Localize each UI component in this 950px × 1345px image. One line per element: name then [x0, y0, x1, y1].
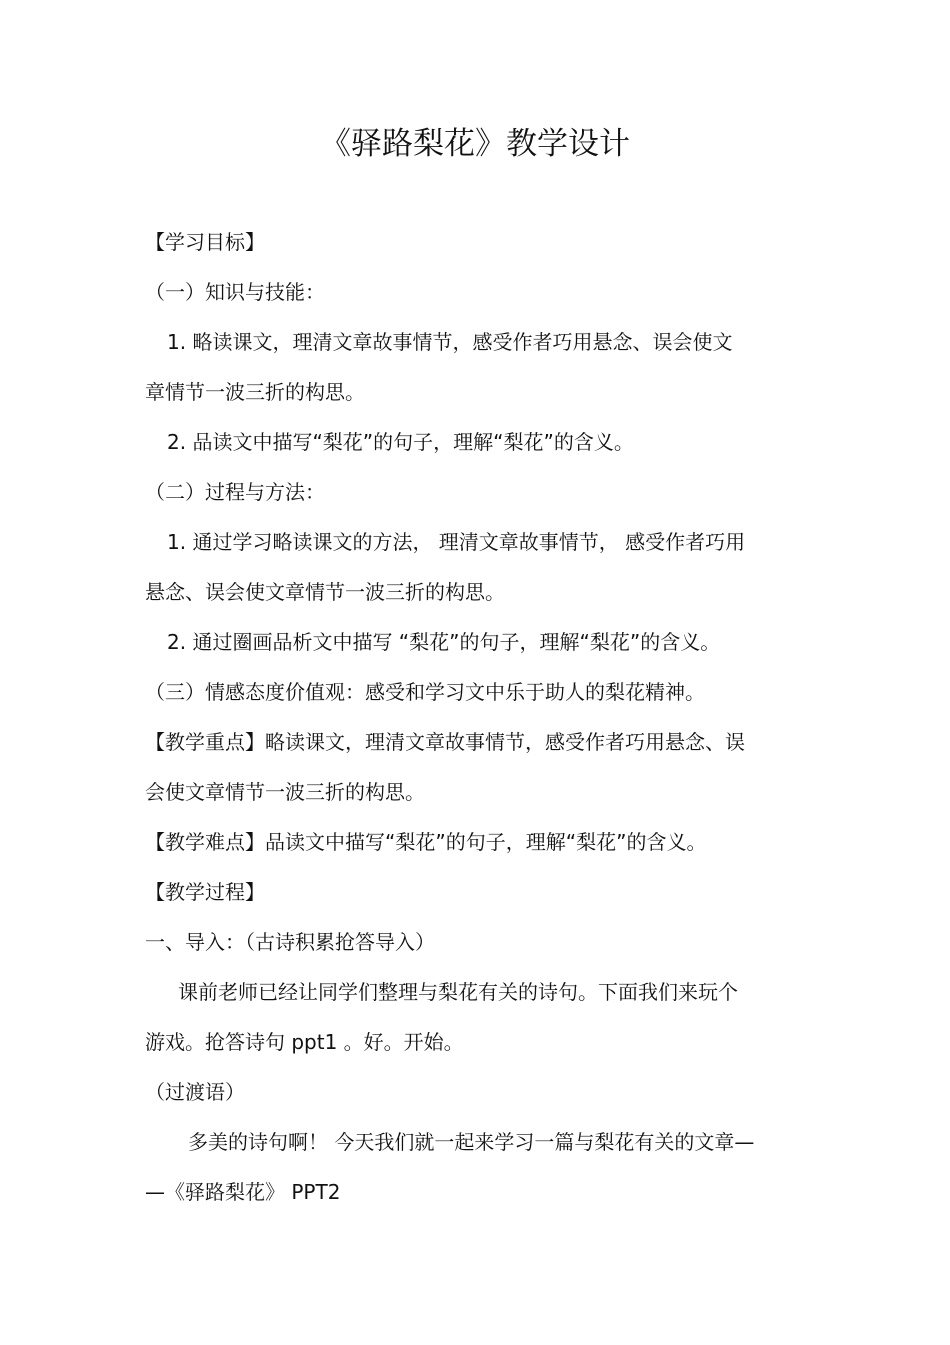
paragraph-line: 会使文章情节一波三折的构思。 [145, 780, 425, 804]
paragraph-line: 章情节一波三折的构思。 [145, 380, 365, 404]
teaching-focus: 【教学重点】略读课文，理清文章故事情节，感受作者巧用悬念、误 [145, 730, 745, 754]
paragraph-line: 1. 略读课文，理清文章故事情节，感受作者巧用悬念、误会使文 [167, 330, 733, 354]
paragraph-line: 多美的诗句啊！ 今天我们就一起来学习一篇与梨花有关的文章— [188, 1130, 755, 1154]
step-heading-introduction: 一、导入：（古诗积累抢答导入） [145, 930, 435, 954]
paragraph-line: 1. 通过学习略读课文的方法， 理清文章故事情节， 感受作者巧用 [167, 530, 746, 554]
section-heading-teaching-process: 【教学过程】 [145, 880, 265, 904]
section-heading-learning-goals: 【学习目标】 [145, 230, 265, 254]
paragraph-line: 2. 品读文中描写“梨花”的句子，理解“梨花”的含义。 [167, 430, 634, 454]
subsection-process-methods: （二）过程与方法： [145, 480, 325, 504]
teaching-difficulty: 【教学难点】品读文中描写“梨花”的句子，理解“梨花”的含义。 [145, 830, 707, 854]
paragraph-line: 2. 通过圈画品析文中描写 “梨花”的句子，理解“梨花”的含义。 [167, 630, 721, 654]
transition-label: （过渡语） [145, 1080, 245, 1104]
subsection-knowledge-skills: （一）知识与技能： [145, 280, 325, 304]
document-title: 《驿路梨花》教学设计 [320, 126, 630, 162]
paragraph-line: 游戏。抢答诗句 ppt1 。好。开始。 [145, 1030, 464, 1054]
paragraph-line: 悬念、误会使文章情节一波三折的构思。 [145, 580, 505, 604]
subsection-attitudes-values: （三）情感态度价值观：感受和学习文中乐于助人的梨花精神。 [145, 680, 705, 704]
paragraph-line: —《驿路梨花》 PPT2 [145, 1180, 341, 1204]
paragraph-line: 课前老师已经让同学们整理与梨花有关的诗句。下面我们来玩个 [178, 980, 738, 1004]
